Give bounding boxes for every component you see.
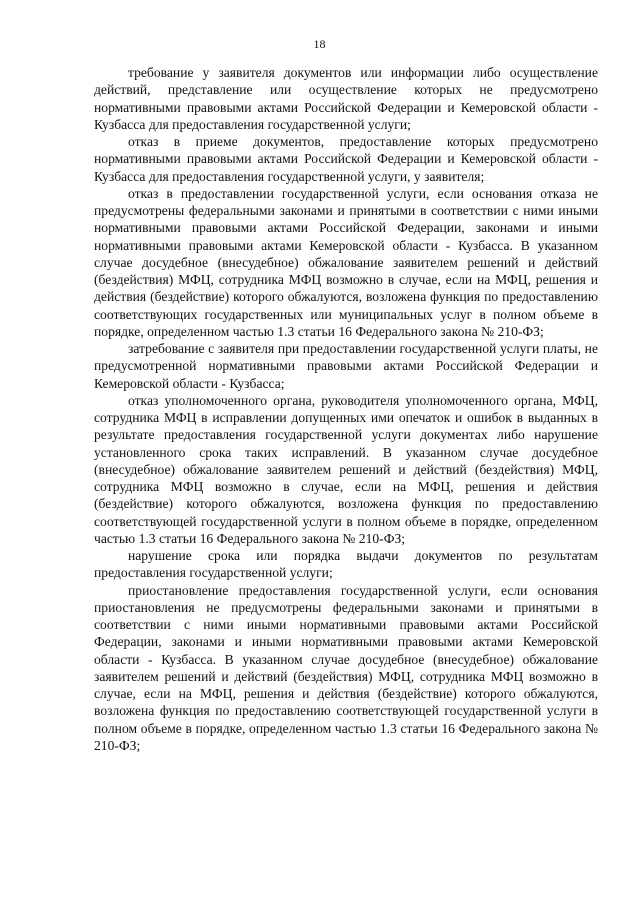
paragraph-suspension-of-service: приостановление предоставления государственной услуги, если основания приостановления не предусмотрены федеральными законами и принятыми в соответствии с ними иными нормативными правовыми актами Российской Федерации, законами и иными нормативными правовыми актами Кемеровской области - Кузбасса. В указанном случае досудебное (внесудебное) обжалование заявителем решений и действий (бездействия) МФЦ, сотрудника МФЦ возможно в случае, если на МФЦ, решения и действия (бездействие) которого обжалуются, возложена функция по предоставлению соответствующей государственной услуги в полном объеме в порядке, определенном частью 1.3 статьи 16 Федерального закона № 210-ФЗ; [94,582,598,753]
paragraph-refusal-to-accept-documents: отказ в приеме документов, предоставление которых предусмотрено нормативными правовыми актами Российской Федерации и Кемеровской области - Кузбасса для предоставления государственной услуги, у заявителя; [94,134,598,184]
paragraph-demand-payment: затребование с заявителя при предоставлении государственной услуги платы, не предусмотренной нормативными правовыми актами Российской Федерации и Кемеровской области - Кузбасса; [94,341,598,391]
page-number: 18 [313,37,326,51]
paragraph-demand-documents: требование у заявителя документов или информации либо осуществление действий, представление или осуществление которых не предусмотрено нормативными правовыми актами Российской Федерации и Кемеровской области - Кузбасса для предоставления государственной услуги; [94,65,598,132]
document-body [94,64,598,754]
paragraph-refusal-of-service: отказ в предоставлении государственной услуги, если основания отказа не предусмотрены федеральными законами и принятыми в соответствии с ними иными нормативными правовыми актами Российской Федерации, законами и иными нормативными правовыми актами Кемеровской области - Кузбасса. В указанном случае досудебное (внесудебное) обжалование заявителем решений и действий (бездействия) МФЦ, сотрудника МФЦ возможно в случае, если на МФЦ, решения и действия (бездействие) которого обжалуются, возложена функция по предоставлению соответствующих государственных или муниципальных услуг в полном объеме в порядке, определенном частью 1.3 статьи 16 Федерального закона № 210-ФЗ; [94,185,598,339]
paragraph-violation-of-issue-terms: нарушение срока или порядка выдачи документов по результатам предоставления государственной услуги; [94,548,598,581]
paragraph-refusal-to-correct-errors: отказ уполномоченного органа, руководителя уполномоченного органа, МФЦ, сотрудника МФЦ в исправлении допущенных ими опечаток и ошибок в выданных в результате предоставления государственной услуги документах либо нарушение установленного срока таких исправлений. В указанном случае досудебное (внесудебное) обжалование заявителем решений и действий (бездействия) МФЦ, сотрудника МФЦ возможно в случае, если на МФЦ, решения и действия (бездействие) которого обжалуются, возложена функция по предоставлению соответствующей государственной услуги в полном объеме в порядке, определенном частью 1.3 статьи 16 Федерального закона № 210-ФЗ; [94,392,598,546]
